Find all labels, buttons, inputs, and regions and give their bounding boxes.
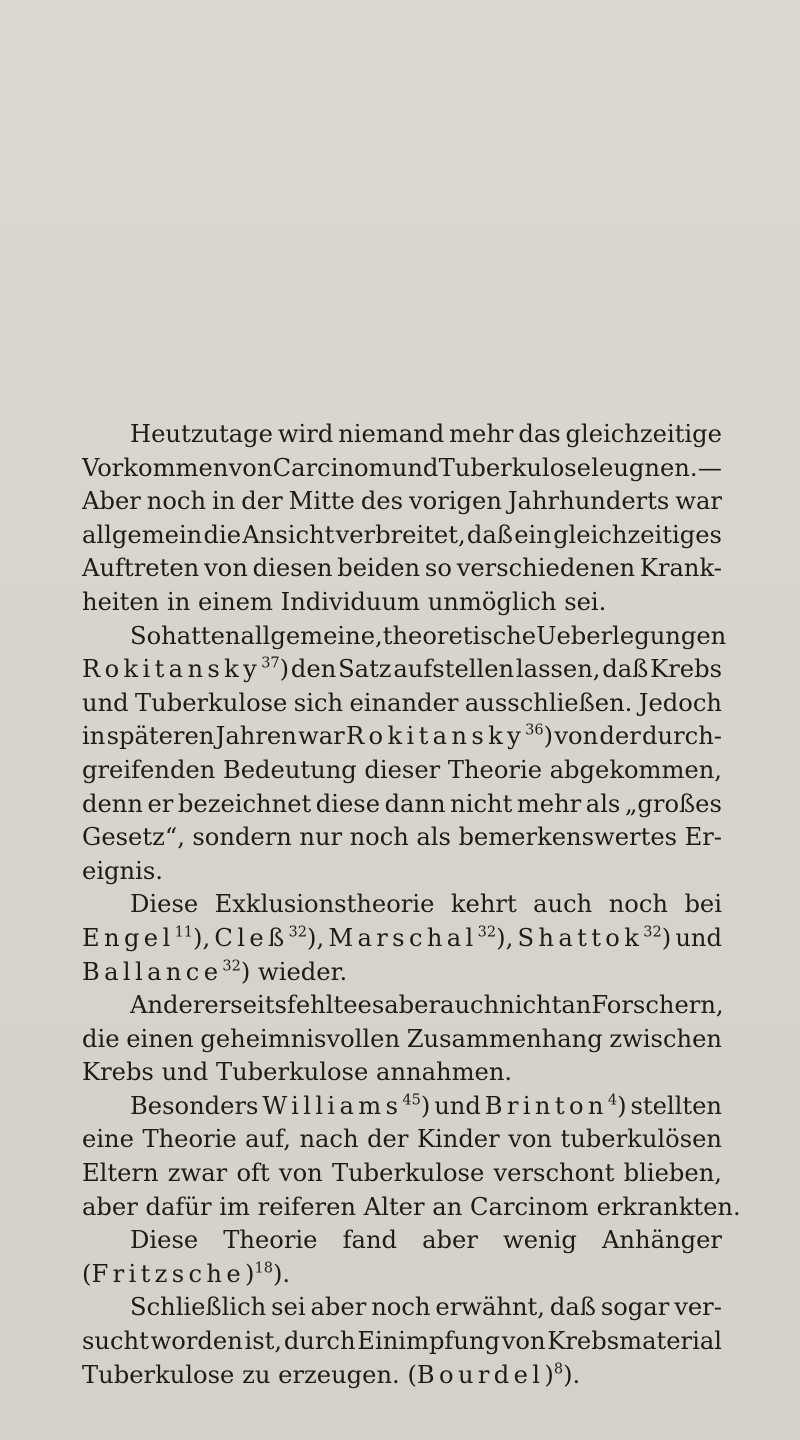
author-name: Cleß	[214, 923, 289, 952]
word: tuberkulösen	[560, 1125, 722, 1154]
word: bemerkenswertes	[458, 823, 678, 852]
word: und	[391, 453, 439, 482]
word: im	[219, 1192, 250, 1221]
word: erkrankten.	[596, 1192, 741, 1221]
word: beiden	[337, 554, 421, 583]
word: aber	[310, 1293, 367, 1322]
word: Rokitansky$^{37}$)	[82, 655, 290, 684]
word: aufstellen	[393, 655, 515, 684]
word: unmöglich	[427, 587, 557, 616]
word: fand	[342, 1226, 398, 1255]
word: des	[360, 487, 404, 516]
word: ist,	[244, 1327, 283, 1356]
word: sogar	[600, 1293, 670, 1322]
word: es	[357, 991, 385, 1020]
word: Exklusionstheorie	[214, 890, 435, 919]
word: Ansicht	[242, 520, 335, 549]
word: Heutzutage	[130, 420, 273, 448]
word: dieser	[364, 755, 441, 784]
word: noch	[608, 890, 668, 919]
reference-number: 45	[402, 1092, 421, 1109]
word: und	[161, 1058, 209, 1087]
word: noch	[349, 823, 409, 852]
word: ausschließen.	[464, 688, 633, 717]
text-line	[82, 754, 722, 788]
word: niemand	[338, 420, 445, 448]
reference-number: 32	[288, 924, 308, 941]
text-line	[82, 821, 722, 855]
word: Theorie	[142, 1125, 237, 1154]
word: verschiedenen	[456, 554, 636, 583]
word: daß	[602, 655, 649, 684]
word: die	[82, 1024, 120, 1053]
word: in	[82, 722, 106, 751]
word: einander	[349, 688, 459, 717]
word: Gesetz“,	[82, 823, 185, 852]
word: (Bourdel)$^8$).	[407, 1360, 581, 1389]
word: Einimpfung	[357, 1327, 501, 1356]
text-line	[82, 1090, 722, 1124]
text-line	[82, 888, 722, 922]
word: als	[416, 823, 451, 852]
word: eine	[82, 1125, 134, 1154]
word: erzeugen.	[278, 1360, 400, 1389]
word: Er-	[684, 823, 722, 852]
word: mehr	[449, 420, 514, 448]
word: Krebs	[650, 655, 722, 684]
word: und	[434, 1091, 481, 1120]
word: einem	[198, 587, 273, 616]
text-line	[82, 687, 722, 721]
word: eignis.	[82, 856, 163, 885]
word: Diese	[130, 1226, 199, 1255]
word: Auftreten	[82, 554, 200, 583]
word: Jahrhunderts	[507, 487, 670, 516]
text-line	[82, 855, 722, 889]
word: vorigen	[409, 487, 502, 516]
word: Aber	[82, 487, 141, 516]
author-name: Rokitansky	[345, 722, 526, 751]
text-line	[82, 1291, 722, 1325]
word: von	[278, 1159, 323, 1188]
text-line	[82, 586, 722, 620]
word: nur	[299, 823, 343, 852]
word: sei.	[564, 587, 607, 616]
word: so	[424, 554, 452, 583]
word: und	[675, 923, 722, 952]
word: bezeichnet	[177, 789, 312, 818]
word: die	[203, 520, 242, 549]
word: denn	[82, 789, 143, 818]
author-name: Engel	[82, 923, 175, 952]
word: Anhänger	[601, 1226, 722, 1255]
word: in	[166, 587, 191, 616]
text-line	[82, 1157, 722, 1191]
word: ver-	[674, 1293, 722, 1322]
word: Individuum	[280, 587, 420, 616]
word: So	[130, 621, 162, 650]
word: wenig	[503, 1226, 577, 1255]
reference-number: 8	[553, 1361, 564, 1378]
word: daß	[466, 520, 513, 549]
word: Rokitansky$^{36}$)	[345, 722, 554, 751]
word: abgekommen,	[549, 755, 722, 784]
word: sucht	[82, 1327, 149, 1356]
word: Theorie	[447, 755, 543, 784]
text-line	[82, 452, 722, 486]
author-name: Bourdel	[416, 1360, 545, 1389]
word: Ueberlegungen	[536, 621, 727, 650]
reference-number: 32	[222, 958, 241, 975]
word: leugnen.	[591, 453, 698, 482]
word: von	[501, 1327, 546, 1356]
word: Tuberkulose	[438, 453, 592, 482]
word: war	[298, 722, 345, 751]
word: worden	[150, 1327, 243, 1356]
word: er	[147, 789, 174, 818]
word: Vorkommen	[82, 453, 229, 482]
word: blieben,	[623, 1159, 722, 1188]
word: Brinton$^4$)	[484, 1091, 627, 1120]
word: der	[367, 1125, 409, 1154]
word: diesen	[252, 554, 333, 583]
word: Forschern,	[591, 991, 724, 1020]
text-line	[82, 418, 722, 452]
author-name: Shattok	[517, 923, 644, 952]
author-name: Brinton	[484, 1091, 608, 1120]
word: und	[82, 688, 129, 717]
word: dann	[384, 789, 446, 818]
word: stellten	[630, 1091, 722, 1120]
word: sei	[271, 1293, 306, 1322]
word: Besonders	[130, 1091, 259, 1120]
word: Zusammenhang	[406, 1024, 603, 1053]
text-line	[82, 1023, 722, 1057]
word: aber	[82, 1192, 138, 1221]
word: fehlte	[286, 991, 358, 1020]
word: nicht	[450, 789, 513, 818]
word: Schließlich	[130, 1293, 267, 1322]
reference-number: 32	[643, 924, 662, 941]
word: sich	[293, 688, 344, 717]
word: Tuberkulose	[135, 688, 288, 717]
word: aber	[384, 991, 441, 1020]
text-line	[82, 989, 722, 1023]
word: bei	[684, 890, 722, 919]
word: lassen,	[515, 655, 601, 684]
text-line	[82, 1224, 722, 1258]
reference-number: 36	[525, 722, 544, 739]
word: dafür	[145, 1192, 212, 1221]
word: nach	[299, 1125, 359, 1154]
word: Marschal$^{32}$),	[328, 923, 514, 952]
word: späteren	[106, 722, 215, 751]
word: —	[697, 453, 722, 482]
text-line	[82, 1056, 722, 1090]
word: war	[675, 487, 722, 516]
word: Carcinom	[470, 1192, 589, 1221]
word: daß	[549, 1293, 596, 1322]
word: zwar	[167, 1159, 228, 1188]
word: Krank-	[639, 554, 722, 583]
text-line	[82, 956, 722, 990]
word: wird	[277, 420, 334, 448]
word: auch	[440, 991, 500, 1020]
word: zwischen	[609, 1024, 722, 1053]
word: gleichzeitiges	[553, 520, 722, 549]
word: greifenden	[82, 755, 216, 784]
word: das	[518, 420, 561, 448]
word: allgemeine,	[240, 621, 383, 650]
text-line	[82, 620, 727, 654]
word: Diese	[130, 890, 199, 919]
word: Cleß$^{32}$),	[214, 923, 325, 952]
word: Carcinom	[272, 453, 392, 482]
word: von	[554, 722, 599, 751]
word: oft	[236, 1159, 270, 1188]
word: Tuberkulose	[215, 1058, 369, 1087]
word: diese	[315, 789, 381, 818]
text-line	[82, 552, 722, 586]
word: Theorie	[223, 1226, 318, 1255]
word: Bedeutung	[222, 755, 357, 784]
word: Krebsmaterial	[547, 1327, 722, 1356]
word: von	[508, 1125, 552, 1154]
word: durch-	[642, 722, 722, 751]
text-line	[82, 1359, 722, 1393]
word: Andererseits	[130, 991, 287, 1020]
reference-number: 18	[254, 1260, 273, 1277]
author-name: Williams	[262, 1091, 403, 1120]
word: annahmen.	[376, 1058, 513, 1087]
word: zu	[242, 1360, 271, 1389]
text-line	[82, 922, 722, 956]
text-line	[82, 519, 722, 553]
word: auf,	[245, 1125, 291, 1154]
word: wieder.	[258, 957, 348, 986]
word: in	[212, 487, 236, 516]
author-name: Marschal	[328, 923, 478, 952]
word: allgemein	[82, 520, 203, 549]
word: Tuberkulose	[82, 1360, 235, 1389]
word: an	[561, 991, 592, 1020]
word: noch	[146, 487, 207, 516]
word: der	[599, 722, 641, 751]
word: Kinder	[416, 1125, 500, 1154]
word: Williams$^{45}$)	[262, 1091, 431, 1120]
word: Ballance$^{32}$)	[82, 957, 251, 986]
word: Mitte	[288, 487, 355, 516]
word: Tuberkulose	[331, 1159, 485, 1188]
word: (Fritzsche)$^{18}$).	[82, 1259, 291, 1288]
word: sondern	[192, 823, 292, 852]
word: geheimnisvollen	[200, 1024, 401, 1053]
word: Eltern	[82, 1159, 159, 1188]
word: auch	[533, 890, 593, 919]
word: erwähnt,	[435, 1293, 545, 1322]
word: Jedoch	[638, 688, 722, 717]
author-name: Rokitansky	[82, 655, 262, 684]
word: hatten	[161, 621, 241, 650]
word: mehr	[516, 789, 582, 818]
word: Engel$^{11}$),	[82, 923, 211, 952]
body-text	[82, 418, 741, 1392]
word: kehrt	[450, 890, 517, 919]
author-name: Ballance	[82, 957, 223, 986]
word: Jahren	[215, 722, 297, 751]
reference-number: 37	[261, 655, 280, 672]
word: der	[241, 487, 283, 516]
reference-number: 11	[174, 924, 194, 941]
word: „großes	[624, 789, 722, 818]
word: reiferen	[257, 1192, 356, 1221]
text-line	[82, 1191, 741, 1225]
word: einen	[126, 1024, 194, 1053]
text-line	[82, 788, 722, 822]
author-name: Fritzsche	[91, 1259, 246, 1288]
word: heiten	[82, 587, 160, 616]
word: von	[228, 453, 273, 482]
word: theoretische	[382, 621, 537, 650]
reference-number: 4	[607, 1092, 618, 1109]
word: Satz	[338, 655, 392, 684]
word: Krebs	[82, 1058, 154, 1087]
word: nicht	[499, 991, 562, 1020]
word: den	[290, 655, 337, 684]
text-line	[82, 485, 722, 519]
word: aber	[422, 1226, 478, 1255]
word: Shattok$^{32}$)	[517, 923, 672, 952]
word: gleichzeitige	[565, 420, 722, 448]
text-line	[82, 720, 722, 754]
text-line	[82, 1325, 722, 1359]
word: als	[585, 789, 621, 818]
word: noch	[371, 1293, 431, 1322]
word: verbreitet,	[335, 520, 466, 549]
word: von	[204, 554, 248, 583]
word: ein	[514, 520, 552, 549]
text-line	[82, 1258, 722, 1292]
text-line	[82, 653, 722, 687]
word: Alter	[363, 1192, 425, 1221]
reference-number: 32	[477, 924, 497, 941]
text-line	[82, 1123, 722, 1157]
word: durch	[283, 1327, 356, 1356]
word: an	[432, 1192, 463, 1221]
word: verschont	[493, 1159, 615, 1188]
